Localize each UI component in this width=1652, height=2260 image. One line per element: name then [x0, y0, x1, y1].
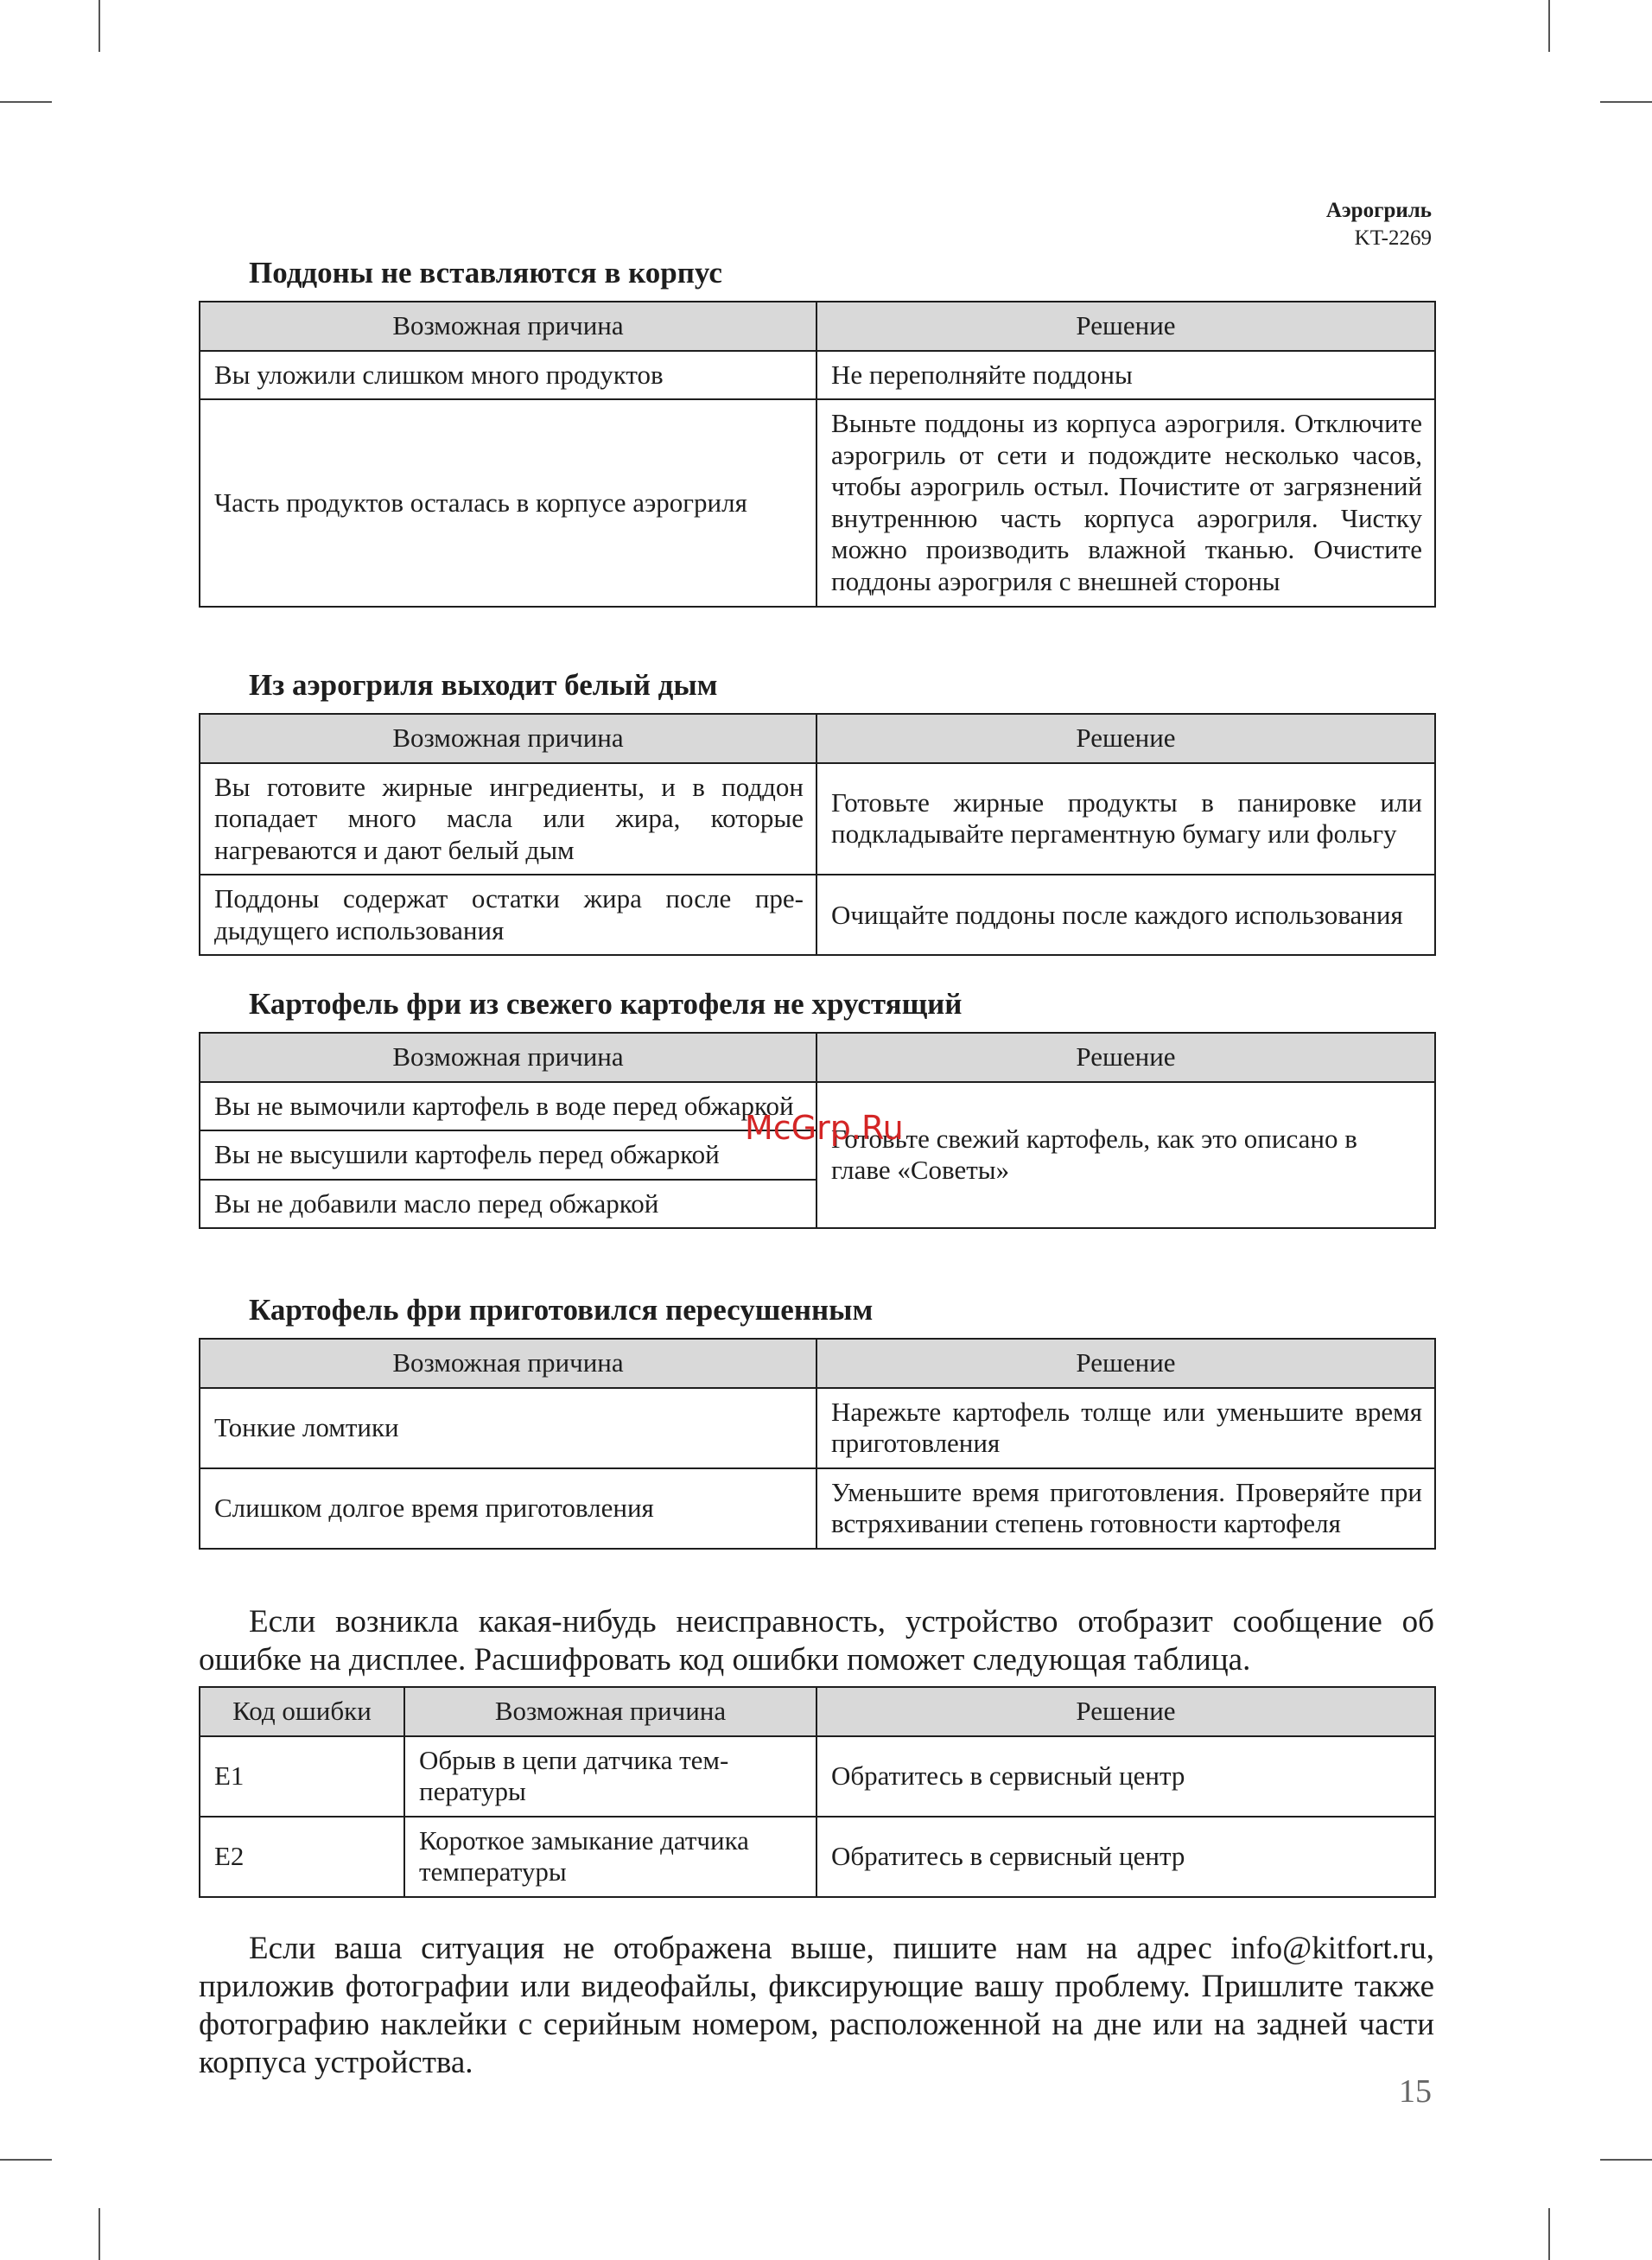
- column-header-solution: Решение: [816, 1033, 1435, 1082]
- crop-mark: [1548, 0, 1550, 52]
- crop-mark: [1600, 2159, 1652, 2161]
- column-header-cause: Возможная причина: [200, 302, 816, 351]
- troubleshooting-table: [199, 1338, 1436, 1550]
- cause-cell: Поддоны содержат остатки жира после предыдущего использования: [200, 875, 816, 955]
- table-row: [200, 1468, 1435, 1549]
- page-header: [1326, 197, 1432, 252]
- crop-mark: [98, 0, 100, 52]
- column-header-cause: Возможная причина: [200, 1033, 816, 1082]
- column-header-solution: Решение: [816, 1339, 1435, 1388]
- column-header-solution: Решение: [816, 714, 1435, 763]
- column-header-cause: Возможная причина: [200, 1339, 816, 1388]
- solution-cell: Выньте поддоны из корпуса аэрогриля. Отключите аэрогриль от сети и подождите несколько часов, чтобы аэрогриль остыл. Почистите от загрязнений внутреннюю часть корпуса аэрогриля. Чистку можно производить влажной тканью. Очистите поддоны аэрогриля с внешней стороны: [816, 399, 1435, 606]
- table-header-row: [200, 302, 1435, 351]
- troubleshooting-table: [199, 713, 1436, 956]
- header-product: Аэрогриль: [1325, 199, 1432, 222]
- cause-cell: Вы готовите жирные ингредиенты, и в поддон попадает много масла или жира, которые нагреваются и дают белый дым: [200, 763, 816, 875]
- cause-cell: Слишком долгое время приготовления: [200, 1468, 816, 1549]
- cause-cell: Вы уложили слишком много продуктов: [200, 351, 816, 400]
- header-model: KT-2269: [1354, 226, 1432, 250]
- cause-cell: Вы не добавили масло перед обжаркой: [200, 1180, 816, 1229]
- table-row: [200, 875, 1435, 955]
- table-row: [200, 1736, 1435, 1817]
- solution-cell: Готовьте жирные продукты в панировке или подкладывайте пергаментную бумагу или фольгу: [816, 763, 1435, 875]
- section-title: Картофель фри приготовился пересушенным: [249, 1293, 874, 1327]
- cause-cell: Короткое замыкание датчика температуры: [404, 1817, 816, 1897]
- crop-mark: [98, 2208, 100, 2260]
- column-header-cause: Возможная причина: [200, 714, 816, 763]
- column-header-solution: Решение: [816, 1687, 1435, 1736]
- table-header-row: [200, 714, 1435, 763]
- error-intro-paragraph: Если возникла какая-нибудь неисправность, устройство отобразит сообщение об ошибке на дисплее. Расшифровать код ошибки поможет следующая таблица.: [199, 1604, 1434, 1678]
- table-row: [200, 763, 1435, 875]
- crop-mark: [0, 2159, 52, 2161]
- cause-cell: Часть продуктов осталась в корпусе аэрогриля: [200, 399, 816, 606]
- watermark: McGrp.Ru: [745, 1109, 904, 1147]
- table-header-row: [200, 1339, 1435, 1388]
- cause-cell: Тонкие ломтики: [200, 1388, 816, 1468]
- crop-mark: [0, 101, 52, 103]
- table-header-row: [200, 1687, 1435, 1736]
- page-number: 15: [1399, 2073, 1432, 2110]
- solution-cell: Обратитесь в сервисный центр: [816, 1817, 1435, 1897]
- table-header-row: [200, 1033, 1435, 1082]
- column-header-code: Код ошибки: [200, 1687, 404, 1736]
- solution-cell: Не переполняйте поддоны: [816, 351, 1435, 400]
- cause-cell: Вы не высушили картофель перед обжаркой: [200, 1130, 816, 1180]
- column-header-cause: Возможная причина: [404, 1687, 816, 1736]
- column-header-solution: Решение: [816, 302, 1435, 351]
- section-title: Из аэрогриля выходит белый дым: [249, 668, 718, 702]
- section-title: Поддоны не вставляются в корпус: [249, 256, 722, 290]
- cause-cell: Обрыв в цепи датчика температуры: [404, 1736, 816, 1817]
- closing-paragraph: Если ваша ситуация не отображена выше, пишите нам на адрес info@kitfort.ru, приложив фотографии или видеофайлы, фиксирующие вашу проблему. Пришлите также фотографию наклейки с серийным номером, расположенной на дне или на задней части корпуса устройства.: [199, 1931, 1434, 2081]
- troubleshooting-table: [199, 301, 1436, 608]
- table-row: [200, 399, 1435, 606]
- crop-mark: [1548, 2208, 1550, 2260]
- cause-cell: Вы не вымочили картофель в воде перед обжаркой: [200, 1082, 816, 1131]
- table-row: [200, 1817, 1435, 1897]
- solution-cell: Нарежьте картофель толще или уменьшите время приготовления: [816, 1388, 1435, 1468]
- solution-cell: Обратитесь в сервисный центр: [816, 1736, 1435, 1817]
- section-title: Картофель фри из свежего картофеля не хрустящий: [249, 987, 963, 1021]
- error-code-cell: E2: [200, 1817, 404, 1897]
- solution-cell: Очищайте поддоны после каждого использования: [816, 875, 1435, 955]
- error-code-cell: E1: [200, 1736, 404, 1817]
- error-code-table: [199, 1686, 1436, 1898]
- solution-cell: Готовьте свежий картофель, как это описано в главе «Советы»: [816, 1082, 1435, 1229]
- table-row: [200, 351, 1435, 400]
- table-row: [200, 1388, 1435, 1468]
- solution-cell: Уменьшите время приготовления. Проверяйте при встряхивании степень готовности картофеля: [816, 1468, 1435, 1549]
- crop-mark: [1600, 101, 1652, 103]
